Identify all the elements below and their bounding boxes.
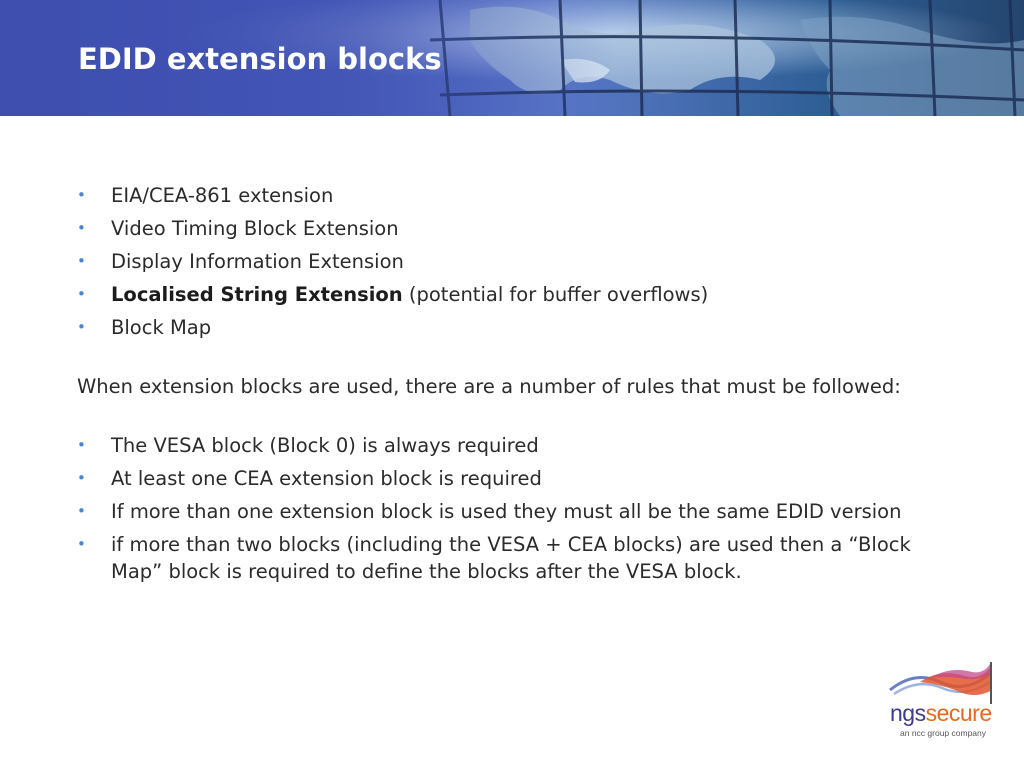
ngssecure-logo [880,660,1000,744]
list-item [77,498,911,525]
item-text: EIA/CEA-861 extension [111,184,334,207]
item-text: Block Map [111,316,212,339]
list-item [77,465,911,492]
header-banner [0,0,1024,116]
rules-list [77,432,917,585]
extension-list [77,182,917,341]
rules-intro-paragraph: When extension blocks are used, there are a number of rules that must be followed: [77,375,901,398]
bullet-icon: • [77,285,86,303]
item-text: The VESA block (Block 0) is always required [111,434,539,457]
logo-wordmark [890,700,992,727]
list-item [77,215,917,242]
bullet-icon: • [77,219,86,237]
item-text: Display Information Extension [111,250,404,273]
bullet-icon: • [77,186,86,204]
list-item [77,432,911,459]
bullet-icon: • [77,535,86,553]
bullet-icon: • [77,502,86,520]
logo-secure: secure [925,700,992,726]
list-item [77,248,917,275]
bullet-icon: • [77,252,86,270]
bullet-icon: • [77,436,86,454]
item-text: At least one CEA extension block is required [111,467,542,490]
item-bold-text: Localised String Extension [111,283,403,306]
slide-content [77,182,917,591]
list-item [77,314,917,341]
item-text: (potential for buffer overflows) [402,283,709,306]
logo-ngs: ngs [890,700,926,726]
item-text: Video Timing Block Extension [111,217,399,240]
flag-wave-logo-icon [880,660,1000,704]
item-text: if more than two blocks (including the VESA + CEA blocks) are used then a “Block Map” block is required to define the blocks after the VESA block. [111,533,911,583]
list-item [77,531,911,585]
bullet-icon: • [77,469,86,487]
logo-tagline: an ncc group company [900,728,986,738]
list-item [77,281,917,308]
item-text: If more than one extension block is used they must all be the same EDID version [111,500,902,523]
page-title: EDID extension blocks [78,42,442,76]
bullet-icon: • [77,318,86,336]
list-item [77,182,917,209]
